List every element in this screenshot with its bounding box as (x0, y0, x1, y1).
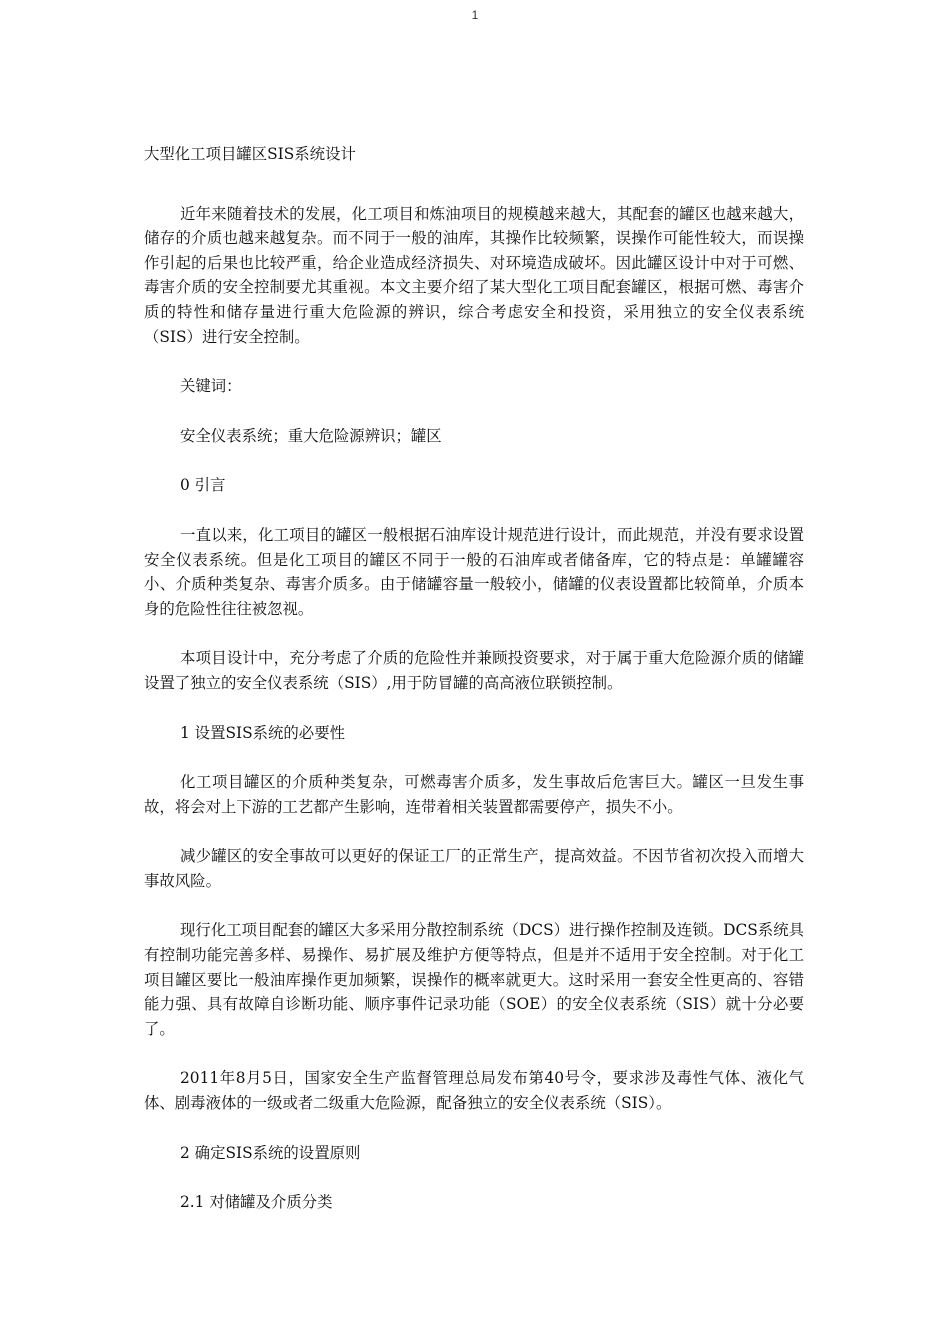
body-paragraph: 化工项目罐区的介质种类复杂，可燃毒害介质多，发生事故后危害巨大。罐区一旦发生事故，将会对上下游的工艺都产生影响，连带着相关装置都需要停产，损失不小。 (144, 773, 804, 816)
section-heading: 2.1 对储罐及介质分类 (180, 1193, 333, 1212)
body-paragraph: 减少罐区的安全事故可以更好的保证工厂的正常生产，提高效益。不因节省初次投入而增大事故风险。 (144, 847, 804, 890)
section-heading: 1 设置SIS系统的必要性 (180, 723, 345, 742)
body-paragraph: 近年来随着技术的发展，化工项目和炼油项目的规模越来越大，其配套的罐区也越来越大，储存的介质也越来越复杂。而不同于一般的油库，其操作比较频繁，误操作可能性较大，而误操作引起的后果也比较严重，给企业造成经济损失、对环境造成破坏。因此罐区设计中对于可燃、毒害介质的安全控制要尤其重视。本文主要介绍了某大型化工项目配套罐区，根据可燃、毒害介质的特性和储存量进行重大危险源的辨识，综合考虑安全和投资，采用独立的安全仪表系统（SIS）进行安全控制。 (144, 204, 804, 346)
body-paragraph: 一直以来，化工项目的罐区一般根据石油库设计规范进行设计，而此规范，并没有要求设置安全仪表系统。但是化工项目的罐区不同于一般的石油库或者储备库，它的特点是：单罐罐容小、介质种类复杂、毒害介质多。由于储罐容量一般较小，储罐的仪表设置都比较简单，介质本身的危险性往往被忽视。 (144, 525, 804, 618)
section-heading: 0 引言 (180, 476, 226, 495)
document-blocks (144, 202, 804, 1215)
section-heading: 安全仪表系统；重大危险源辨识；罐区 (180, 426, 442, 445)
document-body (144, 142, 804, 1240)
body-paragraph: 本项目设计中，充分考虑了介质的危险性并兼顾投资要求，对于属于重大危险源介质的储罐设置了独立的安全仪表系统（SIS）,用于防冒罐的高高液位联锁控制。 (144, 649, 804, 692)
section-heading: 关键词： (180, 377, 242, 396)
section-heading: 2 确定SIS系统的设置原则 (180, 1143, 361, 1162)
document-title: 大型化工项目罐区SIS系统设计 (144, 145, 356, 163)
body-paragraph: 2011年8月5日，国家安全生产监督管理总局发布第40号令，要求涉及毒性气体、液化气体、剧毒液体的一级或者二级重大危险源，配备独立的安全仪表系统（SIS）。 (144, 1069, 804, 1113)
page-number: 1 (471, 8, 479, 22)
body-paragraph: 现行化工项目配套的罐区大多采用分散控制系统（DCS）进行操作控制及连锁。DCS系统具有控制功能完善多样、易操作、易扩展及维护方便等特点，但是并不适用于安全控制。对于化工项目罐区要比一般油库操作更加频繁，误操作的概率就更大。这时采用一套安全性更高的、容错能力强、具有故障自诊断功能、顺序事件记录功能（SOE）的安全仪表系统（SIS）就十分必要了。 (144, 921, 804, 1038)
